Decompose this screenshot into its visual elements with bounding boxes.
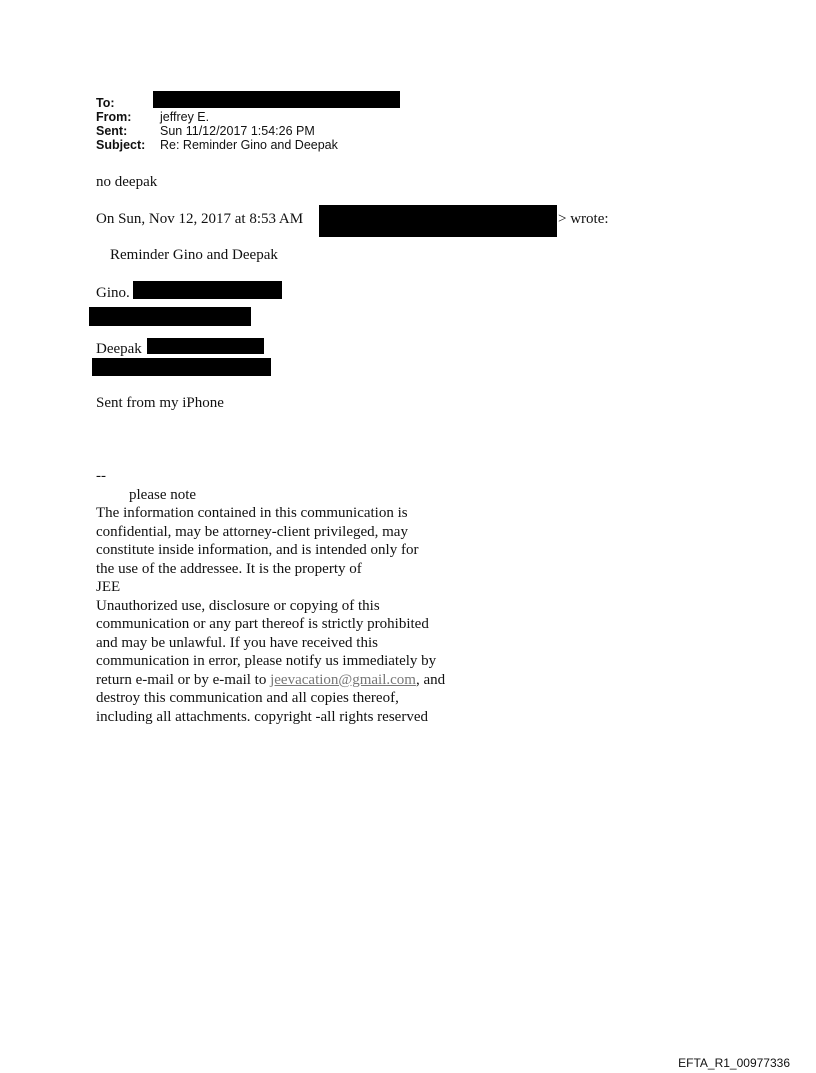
subject-value: Re: Reminder Gino and Deepak	[160, 138, 338, 152]
from-row	[96, 110, 338, 124]
redaction-gino-email	[89, 307, 251, 326]
subject-row	[96, 138, 338, 152]
from-value: jeffrey E.	[160, 110, 210, 124]
sent-label: Sent:	[96, 124, 128, 138]
redaction-deepak-phone	[147, 338, 264, 354]
disclaimer-note: please note	[129, 486, 197, 503]
disclaimer-line: destroy this communication and all copies thereof,	[96, 690, 399, 706]
document-id: EFTA_R1_00977336	[678, 1056, 790, 1070]
sent-row	[96, 124, 338, 138]
deepak-label: Deepak	[96, 341, 142, 357]
from-label: From:	[96, 110, 132, 124]
disclaimer-line: communication or any part thereof is strictly prohibited	[96, 616, 429, 632]
email-link[interactable]: jeevacation@gmail.com	[270, 671, 416, 688]
sent-value: Sun 11/12/2017 1:54:26 PM	[160, 124, 315, 138]
subject-label: Subject:	[96, 138, 146, 152]
quoted-subject: Reminder Gino and Deepak	[110, 247, 278, 263]
disclaimer-line: JEE	[96, 579, 121, 595]
redaction-to-address	[153, 91, 400, 108]
redaction-deepak-email	[92, 358, 271, 376]
gino-label: Gino.	[96, 285, 130, 301]
iphone-signature: Sent from my iPhone	[96, 395, 224, 411]
disclaimer-line: confidential, may be attorney-client privileged, may	[96, 523, 408, 540]
disclaimer-line: communication in error, please notify us immediately by	[96, 653, 437, 669]
disclaimer-line: constitute inside information, and is intended only for	[96, 542, 419, 558]
reply-text: no deepak	[96, 174, 158, 190]
redaction-gino-phone	[133, 281, 282, 299]
disclaimer-line: The information contained in this communication is	[96, 505, 408, 521]
quote-intro-start: On Sun, Nov 12, 2017 at 8:53 AM	[96, 211, 304, 227]
disclaimer	[96, 467, 445, 726]
disclaimer-line: and may be unlawful. If you have received this	[96, 634, 378, 651]
disclaimer-line-with-link	[96, 671, 445, 690]
disclaimer-line: the use of the addressee. It is the property of	[96, 560, 362, 577]
quote-intro-end: > wrote:	[558, 211, 609, 227]
redaction-sender	[319, 205, 557, 237]
disclaimer-line: including all attachments. copyright -all rights reserved	[96, 708, 428, 725]
disclaimer-text: , and	[415, 671, 446, 688]
disclaimer-line: Unauthorized use, disclosure or copying of this	[96, 597, 380, 614]
disclaimer-text: return e-mail or by e-mail to	[96, 671, 271, 688]
to-label: To:	[96, 96, 115, 110]
disclaimer-dashes: --	[96, 468, 106, 484]
